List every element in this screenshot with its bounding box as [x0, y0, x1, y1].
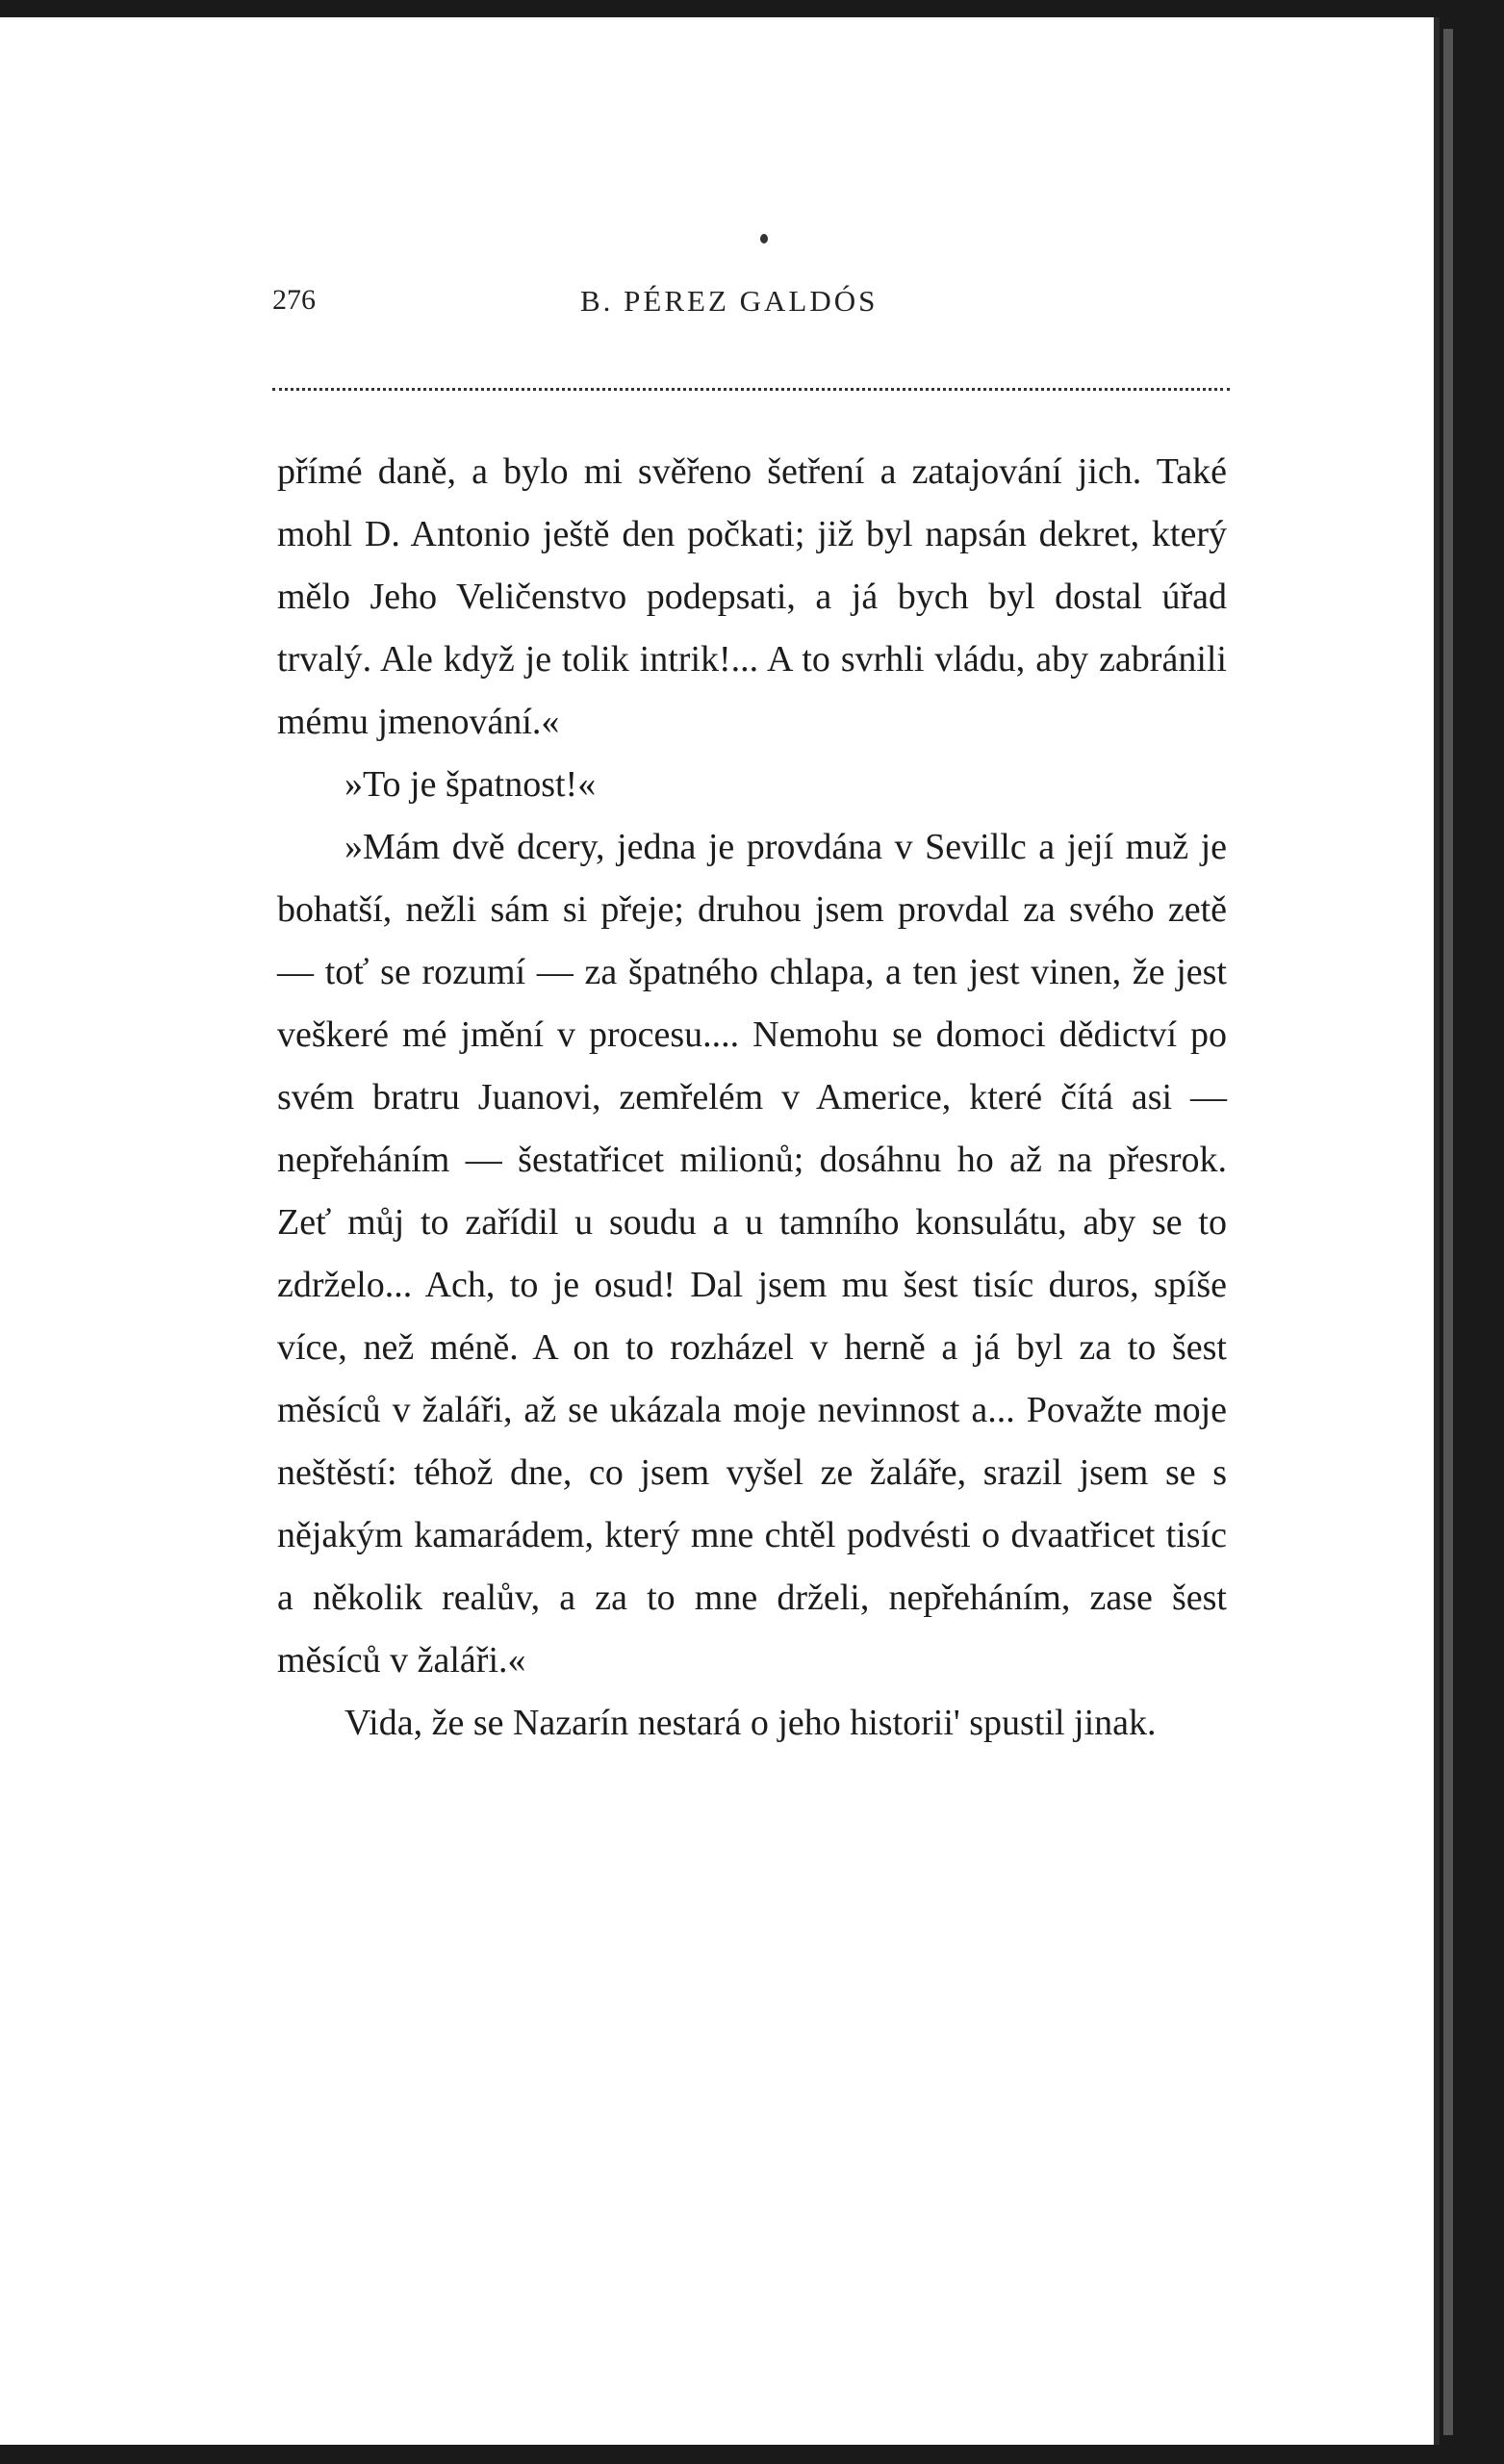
body-text [277, 441, 1227, 1755]
paragraph-2: »To je špatnost!« [344, 764, 597, 805]
header-rule [272, 388, 1230, 391]
running-title: B. PÉREZ GALDÓS [580, 284, 879, 318]
paragraph-4: Vida, že se Nazarín nestará o jeho historii' spustil jinak. [344, 1703, 1157, 1743]
page-number: 276 [272, 284, 316, 316]
page-edge-shadow [1443, 29, 1453, 2435]
book-page [0, 17, 1440, 2445]
page-header [272, 284, 1230, 342]
paragraph-1: přímé daně, a bylo mi svěřeno šetření a zatajování jich. Také mohl D. Antonio ještě den počkati; již byl napsán dekret, který mělo Jeho Veličenstvo podepsati, a já bych byl dostal úřad trvalý. Ale když je tolik intrik!... A to svrhli vládu, aby zabránili mému jmenování.« [277, 451, 1227, 742]
paragraph-3: »Mám dvě dcery, jedna je provdána v Sevillc a její muž je bohatší, nežli sám si přeje; druhou jsem provdal za svého zetě — toť se rozumí — za špatného chlapa, a ten jest vinen, že jest veškeré mé jmění v procesu.... Nemohu se domoci dědictví po svém bratru Juanovi, zemřelém v Americe, které čítá asi — nepřeháním — šestatřicet milionů; dosáhnu ho až na přesrok. Zeť můj to zařídil u soudu a u tamního konsulátu, aby se to zdrželo... Ach, to je osud! Dal jsem mu šest tisíc duros, spíše více, než méně. A on to rozházel v herně a já byl za to šest měsíců v žaláři, až se ukázala moje nevinnost a... Považte moje neštěstí: téhož dne, co jsem vyšel ze žaláře, srazil jsem se s nějakým kamarádem, který mne chtěl podvésti o dvaatřicet tisíc a několik realův, a za to mne drželi, nepřeháním, zase šest měsíců v žaláři.« [277, 827, 1227, 1681]
ink-dot [760, 234, 768, 244]
